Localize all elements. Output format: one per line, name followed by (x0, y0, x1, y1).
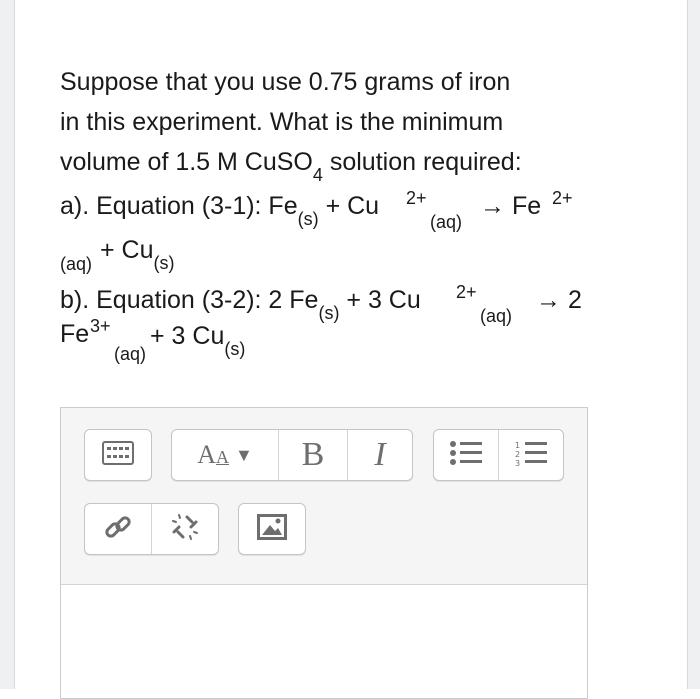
bold-button[interactable] (279, 430, 348, 480)
answer-text-area[interactable] (61, 585, 587, 698)
part-b-cu-state: (aq) (480, 306, 513, 326)
part-b-fe-state2: (aq) (114, 344, 147, 364)
part-b-arrow: → 2 (536, 286, 582, 314)
toolbar-group-more (84, 429, 152, 481)
image-icon (257, 514, 287, 545)
question-text (60, 62, 650, 364)
question-line-3 (60, 142, 650, 185)
part-b-cu-charge: 2+ (456, 282, 477, 302)
part-b-fe-charge: 3+ (90, 316, 111, 336)
font-size-button[interactable] (172, 430, 279, 480)
link-button[interactable] (85, 504, 152, 554)
line3-post: solution required: (322, 148, 522, 176)
unlink-button[interactable] (152, 504, 218, 554)
part-a-fe-charge: 2+ (552, 188, 573, 208)
link-icon (103, 512, 133, 547)
part-a-plus-cu2: + Cu (100, 236, 154, 264)
part-a-cu-charge: 2+ (406, 188, 427, 208)
question-line-1: Suppose that you use 0.75 grams of iron (60, 68, 511, 96)
part-b-pre: b). Equation (3-2): 2 Fe (60, 286, 319, 314)
part-b-line-1 (60, 278, 650, 336)
part-a-line-1 (60, 182, 650, 232)
part-a-pre: a). Equation (3-1): Fe (60, 192, 298, 220)
bold-icon: B (301, 436, 325, 473)
toolbar-group-format (171, 429, 413, 481)
left-window-edge (0, 0, 15, 689)
svg-text:1: 1 (515, 440, 521, 450)
chevron-down-icon: ▼ (234, 444, 253, 465)
part-a-plus-cu: + Cu (318, 192, 380, 220)
part-b-plus-cu: + 3 Cu (339, 286, 421, 314)
part-b-cu-state2: (s) (224, 339, 246, 359)
part-a-fe-state2: (aq) (60, 254, 93, 274)
toolbar-group-links (84, 503, 219, 555)
italic-icon: I (374, 436, 386, 473)
svg-text:3: 3 (515, 458, 521, 467)
part-b-line-2 (60, 314, 650, 364)
part-a-fe-state: (s) (297, 209, 319, 229)
ordered-list-button[interactable] (499, 430, 563, 480)
editor-toolbar (61, 408, 587, 585)
toolbar-group-lists (433, 429, 564, 481)
part-b-fe-state: (s) (318, 303, 340, 323)
right-window-edge (687, 0, 700, 689)
so4-subscript: 4 (312, 165, 323, 185)
insert-image-button[interactable] (239, 504, 305, 554)
part-a-line-2 (60, 232, 650, 278)
part-a-cu-state: (aq) (430, 212, 463, 232)
answer-editor (60, 407, 588, 699)
part-b-plus-cu2: + 3 Cu (150, 322, 225, 350)
show-more-button[interactable] (85, 430, 151, 480)
part-b-fe: Fe (60, 320, 90, 348)
show-more-toolbar-icon (102, 441, 134, 470)
ordered-list-icon (514, 439, 548, 472)
part-a-cu-state2: (s) (153, 253, 175, 273)
unlink-icon (170, 512, 200, 547)
part-a-arrow-fe: → Fe (480, 192, 542, 220)
unordered-list-icon (449, 439, 483, 472)
italic-button[interactable] (348, 430, 412, 480)
font-size-icon: AA (197, 440, 229, 469)
unordered-list-button[interactable] (434, 430, 499, 480)
question-line-2: in this experiment. What is the minimum (60, 108, 504, 136)
toolbar-group-media (238, 503, 306, 555)
line3-pre: volume of 1.5 M CuSO (60, 148, 313, 176)
svg-text:2: 2 (515, 449, 521, 459)
